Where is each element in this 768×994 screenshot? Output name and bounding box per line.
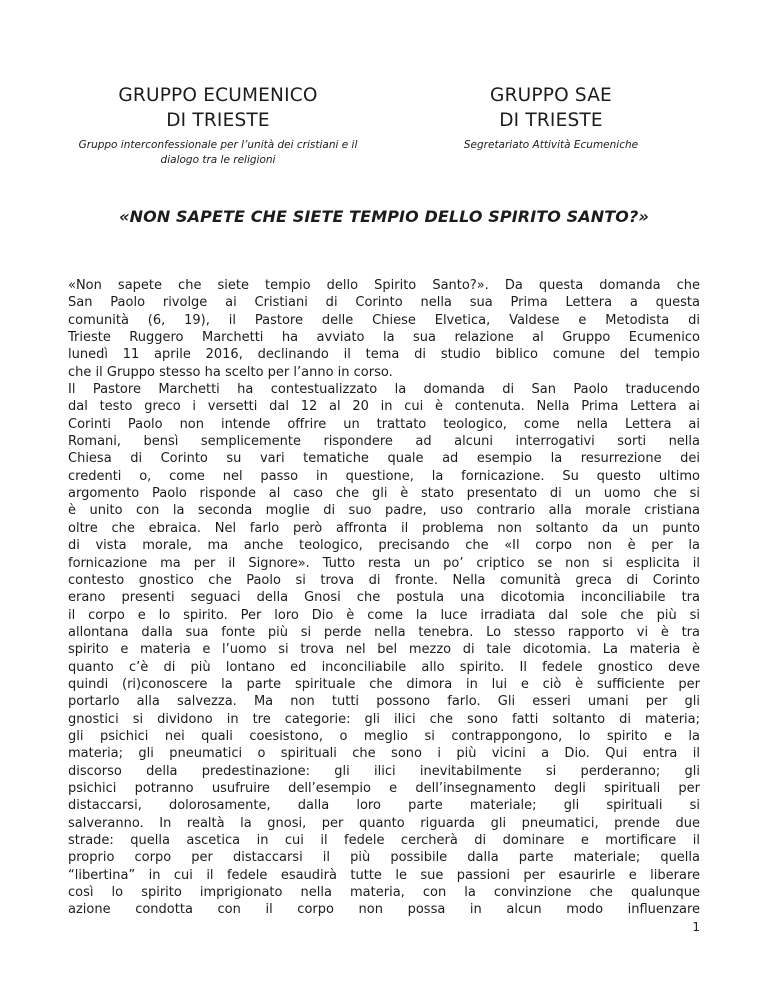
body-line: azione condotta con il corpo non possa in alcun modo influenzare xyxy=(68,902,700,918)
body-line: è unito con la seconda moglie di suo padre, uso contrario alla morale cristiana xyxy=(68,503,700,519)
body-line: contesto gnostico che Paolo si trova di fronte. Nella comunità greca di Corinto xyxy=(68,572,700,588)
body-line: Trieste Ruggero Marchetti ha avviato la sua relazione al Gruppo Ecumenico xyxy=(68,330,700,346)
body-line: oltre che ebraica. Nel farlo però affronta il problema non soltanto da un punto xyxy=(68,520,700,536)
body-line: Romani, bensì semplicemente rispondere ad alcuni interrogativi sorti nella xyxy=(68,434,700,450)
body-line: così lo spirito imprigionato nella materia, con la convinzione che qualunque xyxy=(68,885,700,901)
body-text xyxy=(68,277,700,919)
body-line: salveranno. In realtà la gnosi, per quanto riguarda gli pneumatici, prende due xyxy=(68,815,700,831)
body-line: di vista morale, ma anche teologico, precisando che «Il corpo non è per la xyxy=(68,538,700,554)
body-line: fornicazione ma per il Signore». Tutto resta un po’ criptico se non si esplicita il xyxy=(68,555,700,571)
body-line: allontana dalla sua fonte più si perde nella tenebra. Lo stesso rapporto vi è tra xyxy=(68,624,700,640)
body-line: spirito e materia e l’uomo si trova nel bel mezzo di tale dicotomia. La materia è xyxy=(68,642,700,658)
org-subtitle-left-line2: dialogo tra le religioni xyxy=(160,154,276,166)
body-line: lunedì 11 aprile 2016, declinando il tema di studio biblico comune del tempio xyxy=(68,347,700,363)
org-title-right-line1: GRUPPO SAE xyxy=(490,85,612,106)
body-line: argomento Paolo risponde al caso che gli è stato presentato di un uomo che si xyxy=(68,486,700,502)
body-line: Corinti Paolo non intende offrire un trattato teologico, come nella Lettera ai xyxy=(68,416,700,432)
org-title-right xyxy=(402,83,700,133)
body-line: proprio corpo per distaccarsi il più possibile dalla parte materiale; quella xyxy=(68,850,700,866)
body-line: il corpo e lo spirito. Per loro Dio è come la luce irradiata dal sole che più si xyxy=(68,607,700,623)
article-title: «NON SAPETE CHE SIETE TEMPIO DELLO SPIRITO SANTO?» xyxy=(119,207,649,226)
body-line: quindi (ri)conoscere la parte spirituale che dimora in lui e ciò è sufficiente per xyxy=(68,676,700,692)
org-subtitle-right-line1: Segretariato Attività Ecumeniche xyxy=(463,139,639,151)
body-line: erano presenti seguaci della Gnosi che postula una dicotomia inconciliabile tra xyxy=(68,590,700,606)
body-line: credenti o, come nel passo in questione, la fornicazione. Su questo ultimo xyxy=(68,468,700,484)
body-line: distaccarsi, dolorosamente, dalla loro parte materiale; gli spirituali si xyxy=(68,798,700,814)
org-block-gruppo-sae xyxy=(402,83,700,168)
org-title-left-line2: DI TRIESTE xyxy=(166,110,270,131)
body-line: gnostici si dividono in tre categorie: gli ilici che sono fatti soltanto di materia; xyxy=(68,711,700,727)
body-line: comunità (6, 19), il Pastore delle Chiese Elvetica, Valdese e Metodista di xyxy=(68,312,700,328)
body-line: “libertina” in cui il fedele esaudirà tutte le sue passioni per esaurirle e liberare xyxy=(68,867,700,883)
body-line: discorso della predestinazione: gli ilici inevitabilmente si perderanno; gli xyxy=(68,763,700,779)
letterhead-spacer xyxy=(368,83,402,168)
body-line: quanto c’è di più lontano ed inconciliabile allo spirito. Il fedele gnostico deve xyxy=(68,659,700,675)
body-line: San Paolo rivolge ai Cristiani di Corinto nella sua Prima Lettera a questa xyxy=(68,295,700,311)
org-block-gruppo-ecumenico xyxy=(68,83,368,168)
body-line: materia; gli pneumatici o spirituali che sono i più vicini a Dio. Qui entra il xyxy=(68,746,700,762)
body-line: portarlo alla salvezza. Ma non tutti possono farlo. Gli esseri umani per gli xyxy=(68,694,700,710)
org-subtitle-left-line1: Gruppo interconfessionale per l’unità dei cristiani e il xyxy=(78,139,358,151)
body-line: «Non sapete che siete tempio dello Spirito Santo?». Da questa domanda che xyxy=(68,278,700,293)
letterhead xyxy=(68,83,700,168)
org-subtitle-right xyxy=(402,138,700,153)
org-subtitle-left xyxy=(68,138,368,168)
org-title-left xyxy=(68,83,368,133)
org-title-left-line1: GRUPPO ECUMENICO xyxy=(118,85,318,106)
body-line: Chiesa di Corinto su vari tematiche quale ad esempio la resurrezione dei xyxy=(68,451,700,467)
org-title-right-line2: DI TRIESTE xyxy=(499,110,603,131)
page-number: 1 xyxy=(692,920,700,934)
body-line: dal testo greco i versetti dal 12 al 20 in cui è contenuta. Nella Prima Lettera ai xyxy=(68,399,700,415)
body-line: Il Pastore Marchetti ha contestualizzato la domanda di San Paolo traducendo xyxy=(68,382,700,398)
body-line: gli psichici nei quali coesistono, o meglio si contrappongono, lo spirito e la xyxy=(68,728,700,744)
body-line: psichici potranno usufruire dell’esempio e dell’insegnamento degli spirituali per xyxy=(68,780,700,796)
body-line: strade: quella ascetica in cui il fedele cercherà di dominare e mortificare il xyxy=(68,833,700,848)
body-line: che il Gruppo stesso ha scelto per l’anno in corso. xyxy=(68,364,393,380)
